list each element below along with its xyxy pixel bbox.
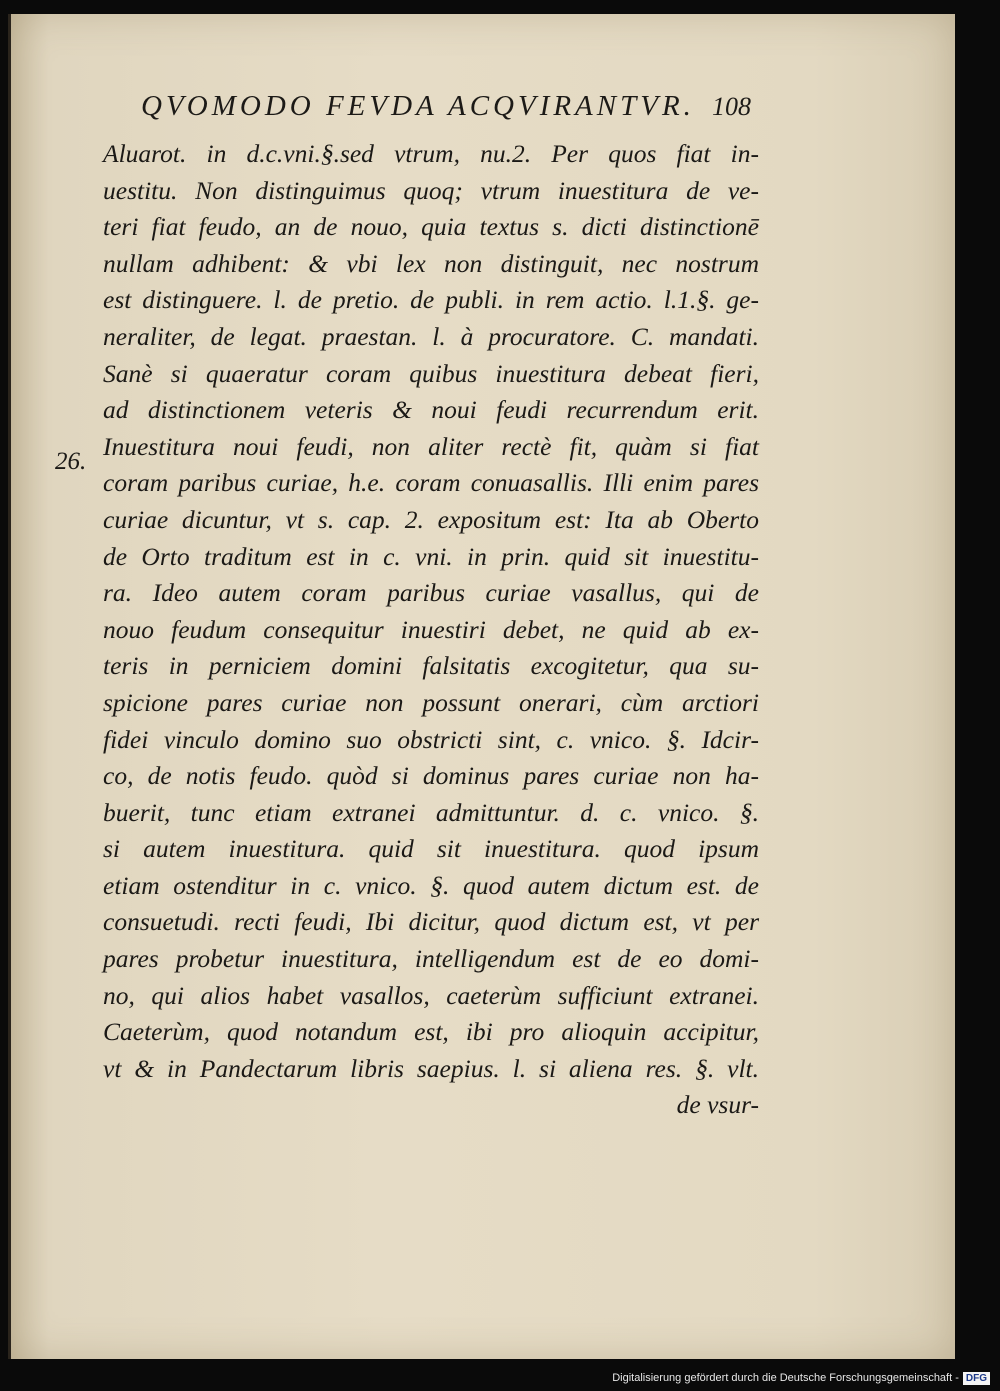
footer-credit: Digitalisierung gefördert durch die Deutsche Forschungsgemeinschaft -	[612, 1372, 959, 1384]
marginal-number: 26.	[55, 448, 87, 475]
text-line: consuetudi. recti feudi, Ibi dicitur, quod dictum est, vt per	[103, 907, 759, 937]
text-line: fidei vinculo domino suo obstricti sint, c. vnico. §. Idcir-	[103, 724, 759, 754]
text-line: ad distinctionem veteris & noui feudi recurrendum erit.	[103, 395, 759, 425]
text-line: Inuestitura noui feudi, non aliter rectè fit, quàm si fiat	[103, 431, 759, 461]
text-line: teris in perniciem domini falsitatis excogitetur, qua su-	[103, 651, 759, 681]
text-line: teri fiat feudo, an de nouo, quia textus s. dicti distinctionē	[103, 212, 759, 242]
page-number: 108	[712, 92, 751, 121]
text-line: no, qui alios habet vasallos, caeterùm sufficiunt extranei.	[103, 980, 759, 1010]
running-title: QVOMODO FEVDA ACQVIRANTVR.	[141, 90, 695, 122]
text-line: vt & in Pandectarum libris saepius. l. si aliena res. §. vlt.	[103, 1053, 759, 1083]
text-line: de Orto traditum est in c. vni. in prin. quid sit inuestitu-	[103, 541, 759, 571]
text-line: etiam ostenditur in c. vnico. §. quod autem dictum est. de	[103, 870, 759, 900]
text-line: curiae dicuntur, vt s. cap. 2. expositum est: Ita ab Oberto	[103, 504, 759, 534]
running-header	[141, 90, 751, 130]
dfg-logo-icon: DFG	[963, 1372, 990, 1385]
text-line: Sanè si quaeratur coram quibus inuestitura debeat fieri,	[103, 358, 759, 388]
text-line: pares probetur inuestitura, intelligendum est de eo domi-	[103, 944, 759, 974]
digitization-footer	[612, 1370, 990, 1386]
text-line: ra. Ideo autem coram paribus curiae vasallus, qui de	[103, 578, 759, 608]
text-line: nouo feudum consequitur inuestiri debet, ne quid ab ex-	[103, 614, 759, 644]
text-line: buerit, tunc etiam extranei admittuntur. d. c. vnico. §.	[103, 797, 759, 827]
text-line: est distinguere. l. de pretio. de publi. in rem actio. l.1.§. ge-	[103, 285, 759, 315]
book-page	[8, 14, 955, 1359]
text-line: neraliter, de legat. praestan. l. à procuratore. C. mandati.	[103, 321, 759, 351]
text-line: de vsur-	[676, 1090, 759, 1120]
text-line: spicione pares curiae non possunt onerari, cùm arctiori	[103, 687, 759, 717]
text-line: co, de notis feudo. quòd si dominus pares curiae non ha-	[103, 761, 759, 791]
body-text	[103, 136, 759, 1124]
text-line: Aluarot. in d.c.vni.§.sed vtrum, nu.2. Per quos fiat in-	[103, 139, 759, 168]
text-line: uestitu. Non distinguimus quoq; vtrum inuestitura de ve-	[103, 175, 759, 205]
text-line: nullam adhibent: & vbi lex non distinguit, nec nostrum	[103, 248, 759, 278]
text-line: coram paribus curiae, h.e. coram conuasallis. Illi enim pares	[103, 468, 759, 498]
text-line: si autem inuestitura. quid sit inuestitura. quod ipsum	[103, 834, 759, 864]
text-line: Caeterùm, quod notandum est, ibi pro alioquin accipitur,	[103, 1017, 759, 1047]
